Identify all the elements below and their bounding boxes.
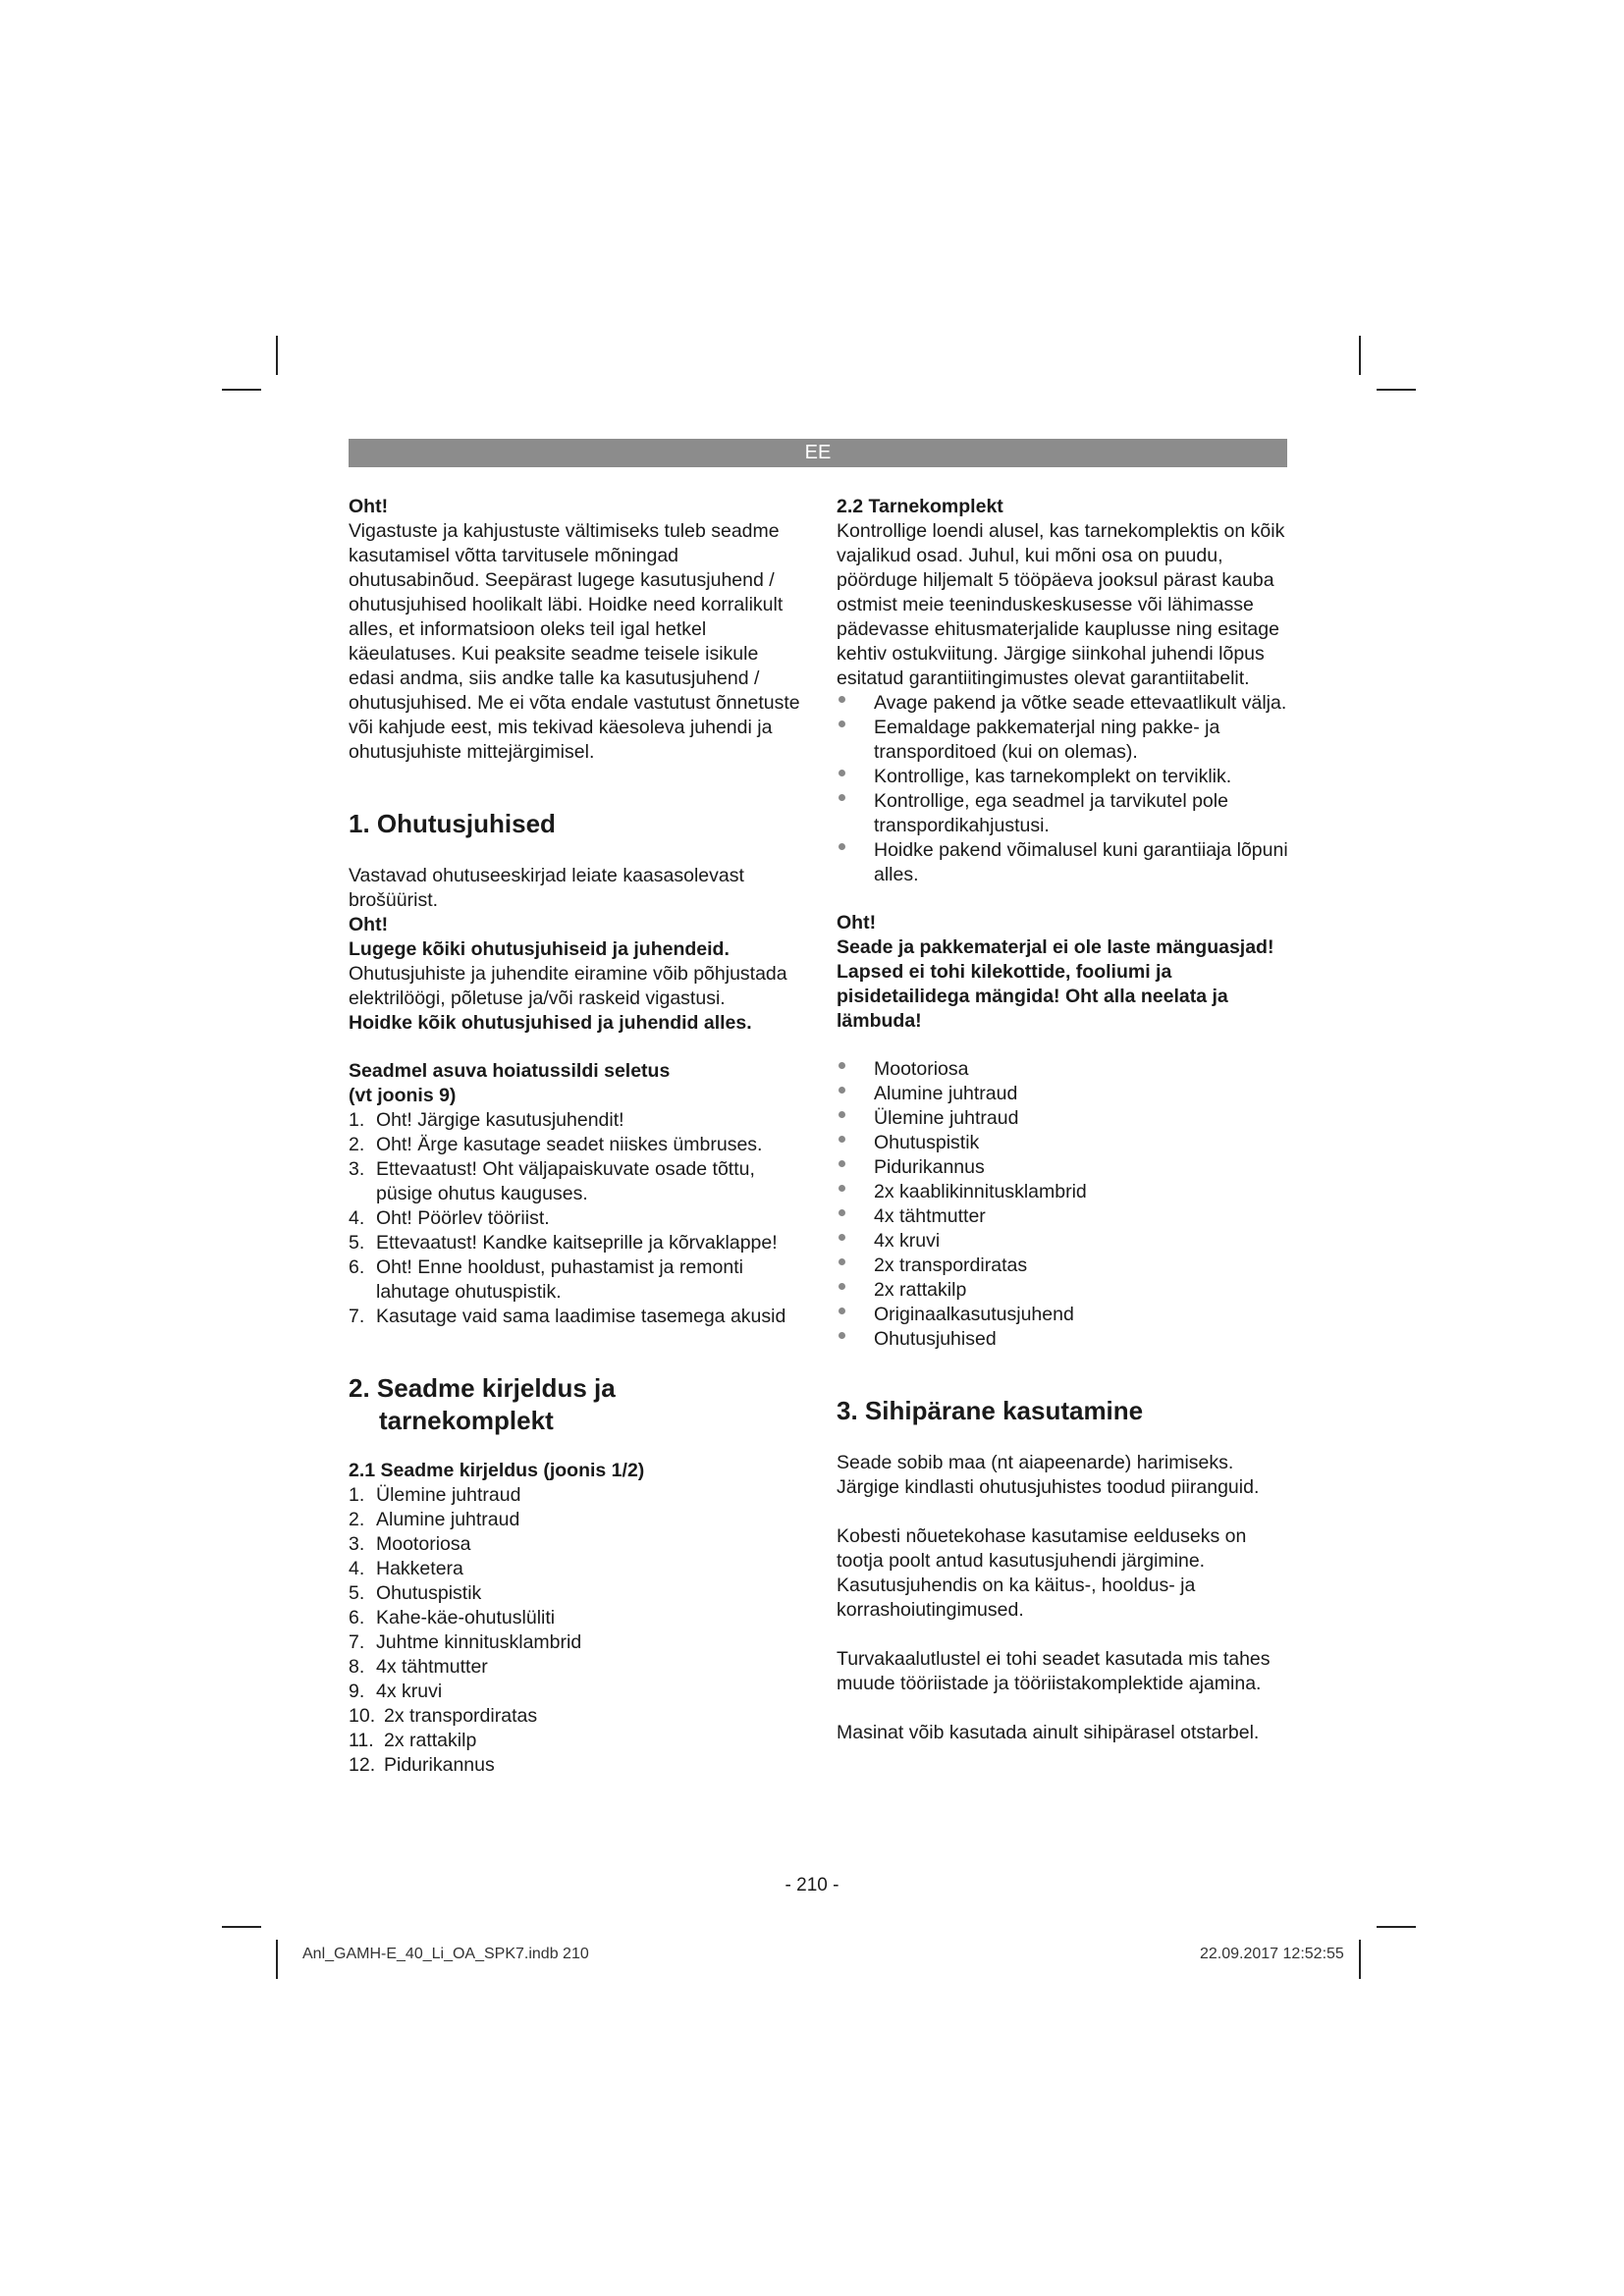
warning-text-2: Seade ja pakkematerjal ei ole laste mänguasjad! Lapsed ei tohi kilekottide, fooliumi ja pisidetailidega mängida! Oht alla neelata ja lämbuda! xyxy=(837,936,1274,1032)
subsection-title-description: 2.1 Seadme kirjeldus (joonis 1/2) xyxy=(349,1460,645,1481)
section-title-intended-use: 3. Sihipärane kasutamine xyxy=(837,1396,1144,1425)
bullet-icon xyxy=(839,1209,845,1216)
bullet-icon xyxy=(839,1258,845,1265)
bullet-icon xyxy=(839,1308,845,1314)
list-item: 9. 4x kruvi xyxy=(349,1681,443,1702)
list-item: 5. Ohutuspistik xyxy=(349,1582,482,1604)
intended-use-text-2: Kobesti nõuetekohase kasutamise eelduseks on tootja poolt antud kasutusjuhendi järgimine. Kasutusjuhendis on ka käitus-, hooldus- ja korrashoiutingimused. xyxy=(837,1525,1247,1621)
list-item: Kontrollige, ega seadmel ja tarvikutel pole transpordikahjustusi. xyxy=(837,789,1288,838)
list-item: 4x tähtmutter xyxy=(837,1204,1288,1229)
list-item: 4x kruvi xyxy=(837,1229,1288,1254)
bullet-icon xyxy=(839,1160,845,1167)
left-column xyxy=(349,491,800,1778)
list-item: 3. Mootoriosa xyxy=(349,1533,471,1555)
safety-text: Vastavad ohutuseeskirjad leiate kaasasolevast brošüürist. xyxy=(349,865,744,911)
warning-text: Vigastuste ja kahjustuste vältimiseks tuleb seadme kasutamisel võtta tarvitusele mõningad ohutusabinõud. Seepärast lugege kasutusjuhend / ohutusjuhised hoolikalt läbi. Hoidke need korralikult alles, et informatsioon oleks teil igal hetkel käeulatuses. Kui peaksite seadme teisele isikule edasi andma, siis andke talle ka kasutusjuhend / ohutusjuhised. Me ei võta endale vastutust õnnetuste või kahjude eest, mis tekivad käesoleva juhendi ja ohutusjuhiste mittejärgimisel. xyxy=(349,520,800,763)
device-parts-list xyxy=(349,1483,800,1778)
warning-sign-title: Seadmel asuva hoiatussildi seletus xyxy=(349,1060,671,1082)
delivery-parts-list xyxy=(837,1057,1288,1352)
safety-bold-keep: Hoidke kõik ohutusjuhised ja juhendid alles. xyxy=(349,1012,752,1034)
list-item: 12. Pidurikannus xyxy=(349,1754,495,1776)
list-item: 4. Oht! Pöörlev tööriist. xyxy=(349,1207,550,1229)
crop-mark xyxy=(1359,1940,1361,1979)
crop-mark xyxy=(222,389,261,391)
list-item: 2x transpordiratas xyxy=(837,1254,1288,1278)
section-title-description-1: 2. Seadme kirjeldus ja xyxy=(349,1373,616,1403)
bullet-icon xyxy=(839,1332,845,1339)
list-item: Mootoriosa xyxy=(837,1057,1288,1082)
list-item: 7. Juhtme kinnitusklambrid xyxy=(349,1631,582,1653)
bullet-icon xyxy=(839,1111,845,1118)
crop-mark xyxy=(1377,389,1416,391)
list-item: Hoidke pakend võimalusel kuni garantiiaja lõpuni alles. xyxy=(837,838,1288,887)
list-item: 2x kaablikinnitusklambrid xyxy=(837,1180,1288,1204)
warning-sign-ref: (vt joonis 9) xyxy=(349,1085,457,1106)
right-column xyxy=(837,491,1288,1745)
safety-text-2: Ohutusjuhiste ja juhendite eiramine võib põhjustada elektrilöögi, põletuse ja/või raskeid vigastusi. xyxy=(349,963,787,1009)
safety-bold-read: Lugege kõiki ohutusjuhiseid ja juhendeid. xyxy=(349,938,730,960)
list-item: 2. Oht! Ärge kasutage seadet niiskes ümbruses. xyxy=(349,1134,763,1155)
list-item: 11. 2x rattakilp xyxy=(349,1730,477,1751)
warning-title: Oht! xyxy=(349,496,389,517)
bullet-icon xyxy=(839,794,845,801)
list-item: Pidurikannus xyxy=(837,1155,1288,1180)
list-item: 1. Oht! Järgige kasutusjuhendit! xyxy=(349,1109,624,1131)
warning-title-2: Oht! xyxy=(837,912,877,934)
list-item: 10. 2x transpordiratas xyxy=(349,1705,538,1727)
list-item: 1. Ülemine juhtraud xyxy=(349,1484,521,1506)
delivery-text: Kontrollige loendi alusel, kas tarnekomplektis on kõik vajalikud osad. Juhul, kui mõni osa on puudu, pöörduge hiljemalt 5 tööpäeva jooksul pärast kauba ostmist meie teeninduskeskusesse või lähimasse pädevasse ehitusmaterjalide kauplusse ning esitage kehtiv ostukviitung. Järgige siinkohal juhendi lõpus esitatud garantiitingimustes olevat garantiitabelit. xyxy=(837,520,1285,689)
list-item: Ülemine juhtraud xyxy=(837,1106,1288,1131)
list-item: Kontrollige, kas tarnekomplekt on terviklik. xyxy=(837,765,1288,789)
list-item: 5. Ettevaatust! Kandke kaitseprille ja kõrvaklappe! xyxy=(349,1232,778,1254)
bullet-icon xyxy=(839,1136,845,1143)
bullet-icon xyxy=(839,843,845,850)
list-item: 6. Kahe-käe-ohutuslüliti xyxy=(349,1607,556,1629)
list-item: 6. Oht! Enne hooldust, puhastamist ja remonti lahutage ohutuspistik. xyxy=(349,1256,743,1303)
bullet-icon xyxy=(839,1185,845,1192)
bullet-icon xyxy=(839,1062,845,1069)
delivery-steps-list xyxy=(837,691,1288,887)
list-item: Ohutusjuhised xyxy=(837,1327,1288,1352)
bullet-icon xyxy=(839,1283,845,1290)
list-item: 7. Kasutage vaid sama laadimise tasemega akusid xyxy=(349,1306,786,1327)
bullet-icon xyxy=(839,1087,845,1094)
list-item: 4. Hakketera xyxy=(349,1558,463,1579)
safety-warning-title: Oht! xyxy=(349,914,389,935)
list-item: 2. Alumine juhtraud xyxy=(349,1509,520,1530)
footer-file-info: Anl_GAMH-E_40_Li_OA_SPK7.indb 210 xyxy=(302,1946,589,1962)
warning-sign-list xyxy=(349,1108,800,1329)
bullet-icon xyxy=(839,1234,845,1241)
crop-mark xyxy=(276,336,278,375)
bullet-icon xyxy=(839,721,845,727)
bullet-icon xyxy=(839,696,845,703)
list-item: 3. Ettevaatust! Oht väljapaiskuvate osade tõttu, püsige ohutus kauguses. xyxy=(349,1158,755,1204)
subsection-title-delivery: 2.2 Tarnekomplekt xyxy=(837,496,1003,517)
crop-mark xyxy=(222,1926,261,1928)
intended-use-text-4: Masinat võib kasutada ainult sihipärasel otstarbel. xyxy=(837,1722,1260,1743)
footer-timestamp: 22.09.2017 12:52:55 xyxy=(1200,1946,1344,1962)
list-item: Ohutuspistik xyxy=(837,1131,1288,1155)
list-item: Eemaldage pakkematerjal ning pakke- ja transporditoed (kui on olemas). xyxy=(837,716,1288,765)
section-title-safety: 1. Ohutusjuhised xyxy=(349,809,556,838)
list-item: Avage pakend ja võtke seade ettevaatlikult välja. xyxy=(837,691,1288,716)
list-item: Originaalkasutusjuhend xyxy=(837,1303,1288,1327)
language-header-bar xyxy=(349,439,1287,467)
list-item: 2x rattakilp xyxy=(837,1278,1288,1303)
language-code: EE xyxy=(804,442,832,463)
section-title-description-2: tarnekomplekt xyxy=(379,1406,554,1435)
intended-use-text-3: Turvakaalutlustel ei tohi seadet kasutada mis tahes muude tööriistade ja tööriistakomplektide ajamina. xyxy=(837,1648,1271,1694)
page-number: - 210 - xyxy=(785,1875,839,1896)
list-item: 8. 4x tähtmutter xyxy=(349,1656,488,1678)
bullet-icon xyxy=(839,770,845,776)
crop-mark xyxy=(1359,336,1361,375)
crop-mark xyxy=(276,1940,278,1979)
list-item: Alumine juhtraud xyxy=(837,1082,1288,1106)
crop-mark xyxy=(1377,1926,1416,1928)
intended-use-text-1: Seade sobib maa (nt aiapeenarde) harimiseks. Järgige kindlasti ohutusjuhistes toodud piiranguid. xyxy=(837,1452,1260,1498)
